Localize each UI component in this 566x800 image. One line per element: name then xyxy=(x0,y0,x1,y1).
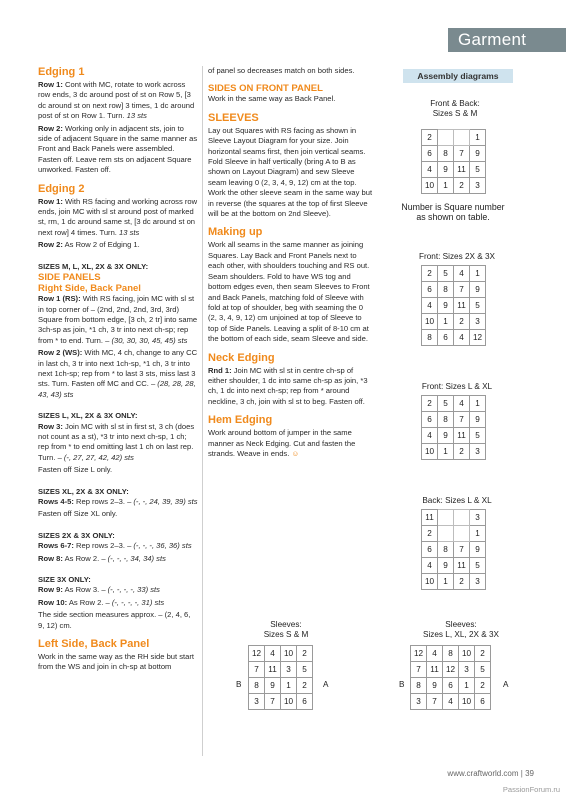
grid-cell: 10 xyxy=(422,178,438,194)
grid-cell: 9 xyxy=(470,282,486,298)
grid-cell: 1 xyxy=(470,396,486,412)
grid-cell: 7 xyxy=(454,282,470,298)
rows67: Rows 6-7: Rep rows 2–3. – (-, -, -, 36, 36) sts xyxy=(38,541,192,551)
grid-row xyxy=(411,662,491,678)
grid-cell xyxy=(454,510,470,526)
grid-cell: 2 xyxy=(454,574,470,590)
grid-cell: 5 xyxy=(470,428,486,444)
grid-cell: 9 xyxy=(265,678,281,694)
front-lxl-grid xyxy=(421,395,486,460)
size-3x-heading: SIZE 3X ONLY: xyxy=(38,575,91,585)
back-lxl-grid xyxy=(421,509,486,590)
grid-cell: 1 xyxy=(438,314,454,330)
grid-row xyxy=(411,694,491,710)
rows45: Rows 4-5: Rep rows 2–3. – (-, -, 24, 39, 39) sts xyxy=(38,497,198,506)
back-lxl-label: Back: Sizes L & XL xyxy=(422,496,492,505)
grid-cell: 3 xyxy=(470,314,486,330)
grid-cell: 4 xyxy=(443,694,459,710)
grid-cell: 6 xyxy=(438,330,454,346)
sizes-xl-heading: SIZES XL, 2X & 3X ONLY: xyxy=(38,486,129,496)
section-tab: Garment xyxy=(448,28,566,52)
grid-cell: 2 xyxy=(422,130,438,146)
grid-cell: 8 xyxy=(249,678,265,694)
grid-cell: 1 xyxy=(470,130,486,146)
right-side-row1: Row 1 (RS): With RS facing, join MC with sl st in top corner of – (2nd, 2nd, 2nd, 3rd, 3rd) Square from bottom edge, [3 ch, 2 tr] into same 3ch-sp as join, *1 ch, 3 tr into next ch-sp; rep from * to end. Turn. – (30, 30, 30, 45, 45) sts xyxy=(38,294,198,345)
grid-cell: 9 xyxy=(438,558,454,574)
grid-cell: 12 xyxy=(470,330,486,346)
sizes-all-heading: SIZES M, L, XL, 2X & 3X ONLY: xyxy=(38,261,149,271)
assembly-diagrams-title: Assembly diagrams xyxy=(403,69,513,83)
grid-cell: 8 xyxy=(438,282,454,298)
grid-row xyxy=(422,574,486,590)
grid-cell: 6 xyxy=(297,694,313,710)
grid-cell: 4 xyxy=(422,298,438,314)
grid-cell: 5 xyxy=(475,662,491,678)
grid-row xyxy=(249,694,313,710)
sleeves-sm-marker-a: A xyxy=(323,680,329,689)
grid-row xyxy=(422,428,486,444)
grid-cell: 8 xyxy=(438,146,454,162)
grid-cell: 4 xyxy=(265,646,281,662)
sizes-l-heading: SIZES L, XL, 2X & 3X ONLY: xyxy=(38,411,138,421)
grid-cell: 9 xyxy=(438,298,454,314)
grid-cell: 8 xyxy=(443,646,459,662)
grid-row xyxy=(422,510,486,526)
edging1-row2: Row 2: Working only in adjacent sts, join to side of adjacent Square in the same manner as Front and Back Panels were assembled. Fasten off. Leave rem sts on adjacent Square unworked. Fasten off. xyxy=(38,123,198,175)
grid-cell: 2 xyxy=(422,526,438,542)
sides-front-heading: SIDES ON FRONT PANEL xyxy=(208,83,323,95)
grid-cell: 11 xyxy=(454,162,470,178)
grid-row xyxy=(422,146,486,162)
right-side-row2: Row 2 (WS): With MC, 4 ch, change to any CC in last ch, 3 tr into next 1ch-sp, *1 ch, 3 tr into next 1ch-sp; rep from * to last 3 sts, miss last 3 sts. Turn. Fasten off MC and CC. – (28, 28, 28, 43, 43) sts xyxy=(38,348,198,399)
grid-row xyxy=(422,542,486,558)
grid-cell: 2 xyxy=(297,678,313,694)
grid-cell: 7 xyxy=(454,542,470,558)
sleeves-sm-label: Sleeves: Sizes S & M xyxy=(263,620,309,639)
grid-cell: 10 xyxy=(459,694,475,710)
edging2-row2: Row 2: As Row 2 of Edging 1. xyxy=(38,240,140,250)
footer-separator: | xyxy=(520,769,523,778)
grid-row xyxy=(249,678,313,694)
grid-cell: 10 xyxy=(422,574,438,590)
grid-cell: 3 xyxy=(281,662,297,678)
grid-cell: 10 xyxy=(281,646,297,662)
grid-cell: 4 xyxy=(422,558,438,574)
grid-cell: 1 xyxy=(438,574,454,590)
grid-row xyxy=(422,178,486,194)
sleeves-l-marker-a: A xyxy=(503,680,509,689)
grid-cell: 12 xyxy=(443,662,459,678)
page-number: 39 xyxy=(525,769,534,778)
right-side-back-heading: Right Side, Back Panel xyxy=(38,283,141,295)
grid-cell: 2 xyxy=(475,646,491,662)
grid-row xyxy=(422,330,486,346)
grid-cell: 1 xyxy=(459,678,475,694)
grid-cell: 1 xyxy=(438,444,454,460)
front-back-sm-label: Front & Back: Sizes S & M xyxy=(430,99,480,118)
grid-cell: 7 xyxy=(249,662,265,678)
grid-cell: 6 xyxy=(422,282,438,298)
grid-cell xyxy=(454,130,470,146)
grid-cell: 5 xyxy=(470,162,486,178)
grid-cell: 9 xyxy=(470,146,486,162)
grid-cell: 5 xyxy=(470,298,486,314)
row8: Row 8: As Row 2. – (-, -, -, 34, 34) sts xyxy=(38,553,166,563)
front-back-sm-grid xyxy=(421,129,486,194)
watermark: PassionForum.ru xyxy=(502,785,560,794)
grid-row xyxy=(422,558,486,574)
making-up-text: Work all seams in the same manner as joining Squares. Lay Back and Front Panels next to each other, with shoulders touching and RS out. Seam shoulders. Fold to have WS tog and bottom edges even, then seam Sleeves to Front and Back Panels, matching fold of Sleeve with fold at top of shoulder, beg with seaming the 0 (2, 3, 4, 9, 12) cm unjoined at top of Sleeve to top of Side Panels. Leaving a split of 8-10 cm at the bottom of each side, seam Sleeve and side. xyxy=(208,240,370,344)
grid-cell: 12 xyxy=(411,646,427,662)
sleeves-l-marker-b: B xyxy=(399,680,405,689)
grid-row xyxy=(422,282,486,298)
grid-cell: 11 xyxy=(427,662,443,678)
grid-cell: 3 xyxy=(470,574,486,590)
grid-row xyxy=(422,298,486,314)
grid-cell: 10 xyxy=(422,314,438,330)
grid-cell xyxy=(438,130,454,146)
sides-front-text: Work in the same way as Back Panel. xyxy=(208,94,336,104)
grid-cell: 4 xyxy=(454,266,470,282)
grid-cell: 12 xyxy=(249,646,265,662)
grid-cell xyxy=(438,526,454,542)
grid-cell: 7 xyxy=(427,694,443,710)
grid-cell: 11 xyxy=(454,558,470,574)
front-lxl-label: Front: Sizes L & XL xyxy=(421,382,493,391)
grid-cell: 5 xyxy=(438,266,454,282)
grid-cell: 7 xyxy=(265,694,281,710)
grid-cell: 3 xyxy=(470,510,486,526)
footer xyxy=(447,769,534,778)
grid-cell: 2 xyxy=(454,178,470,194)
grid-cell: 2 xyxy=(454,314,470,330)
grid-cell: 9 xyxy=(438,428,454,444)
row10-note: The side section measures approx. – (2, 4, 6, 9, 12) cm. xyxy=(38,610,191,630)
grid-row xyxy=(249,646,313,662)
grid-cell: 4 xyxy=(454,396,470,412)
sleeves-sm-grid xyxy=(248,645,313,710)
grid-row xyxy=(249,662,313,678)
grid-cell: 7 xyxy=(454,146,470,162)
sleeves-sm-marker-b: B xyxy=(236,680,242,689)
grid-cell: 4 xyxy=(427,646,443,662)
hem-edging-text: Work around bottom of jumper in the same manner as Neck Edging. Cut and fasten the strands. Weave in ends. ☺ xyxy=(208,428,356,458)
grid-row xyxy=(422,526,486,542)
grid-cell: 3 xyxy=(470,178,486,194)
edging1-heading: Edging 1 xyxy=(38,66,85,78)
grid-cell: 11 xyxy=(454,298,470,314)
grid-cell: 1 xyxy=(281,678,297,694)
front-2x-label: Front: Sizes 2X & 3X xyxy=(419,252,495,261)
grid-cell: 11 xyxy=(454,428,470,444)
grid-cell: 7 xyxy=(454,412,470,428)
grid-cell: 5 xyxy=(438,396,454,412)
grid-cell: 11 xyxy=(422,510,438,526)
edging2-heading: Edging 2 xyxy=(38,182,85,195)
left-side-back-text: Work in the same way as the RH side but start from the WS and join in ch-sp at bottom xyxy=(38,652,195,672)
grid-cell: 9 xyxy=(470,412,486,428)
grid-cell: 3 xyxy=(459,662,475,678)
grid-row xyxy=(411,646,491,662)
row10: Row 10: As Row 2. – (-, -, -, -, 31) sts xyxy=(38,597,165,607)
grid-cell: 8 xyxy=(411,678,427,694)
column-divider xyxy=(202,66,203,756)
column-2 xyxy=(208,66,373,461)
grid-row xyxy=(411,678,491,694)
grid-row xyxy=(422,444,486,460)
grid-cell: 9 xyxy=(427,678,443,694)
grid-cell: 5 xyxy=(297,662,313,678)
grid-cell: 6 xyxy=(475,694,491,710)
row3: Row 3: Join MC with sl st in first st, 3 ch (does not count as a st), *3 tr into next ch-sp, 1 ch; rep from * to end omitting last 1 ch on last rep. Turn. – (-, 27, 27, 42, 42) sts xyxy=(38,421,195,462)
front-2x-grid xyxy=(421,265,486,346)
sizes-2x-heading: SIZES 2X & 3X ONLY: xyxy=(38,530,115,540)
grid-cell: 6 xyxy=(422,146,438,162)
grid-row xyxy=(422,396,486,412)
grid-cell: 9 xyxy=(470,542,486,558)
sleeves-l-grid xyxy=(410,645,491,710)
grid-cell: 10 xyxy=(459,646,475,662)
grid-cell: 2 xyxy=(297,646,313,662)
grid-row xyxy=(422,266,486,282)
grid-cell: 1 xyxy=(438,178,454,194)
footer-site[interactable]: www.craftworld.com xyxy=(447,769,519,778)
row3-note: Fasten off Size L only. xyxy=(38,465,113,475)
grid-cell: 4 xyxy=(422,428,438,444)
column-1 xyxy=(38,66,198,675)
grid-cell xyxy=(454,526,470,542)
neck-edging-heading: Neck Edging xyxy=(208,351,275,364)
neck-edging-rnd1: Rnd 1: Join MC with sl st in centre ch-sp of either shoulder, 1 dc into same ch-sp as join, *3 ch, 1 dc into next ch-sp; rep from * around neckline, 3 ch, join with sl st to beg. Fasten off. xyxy=(208,365,368,406)
sleeves-text: Lay out Squares with RS facing as shown in Sleeve Layout Diagram for your size. Join horizontal seams first, then join vertical seams. Fold Sleeve in half vertically (bring A to B as shown on Layout Diagram) and sew Sleeve seam leaving 0 (2, 3, 4, 9, 12) cm at the top. Work the other sleeve seam in the same way but in reverse (the squares at the top of first Sleeve will be at the bottom on 2nd Sleeve). xyxy=(208,125,373,219)
making-up-heading: Making up xyxy=(208,226,263,239)
continued-text: of panel so decreases match on both sides. xyxy=(208,66,355,75)
grid-cell: 5 xyxy=(470,558,486,574)
grid-cell: 8 xyxy=(438,542,454,558)
grid-row xyxy=(422,130,486,146)
grid-cell: 2 xyxy=(475,678,491,694)
grid-cell: 3 xyxy=(249,694,265,710)
grid-cell: 6 xyxy=(422,542,438,558)
rows45-note: Fasten off Size XL only. xyxy=(38,509,118,519)
grid-cell: 8 xyxy=(422,330,438,346)
grid-cell: 2 xyxy=(422,266,438,282)
grid-cell: 9 xyxy=(438,162,454,178)
grid-cell: 1 xyxy=(470,266,486,282)
grid-cell: 11 xyxy=(265,662,281,678)
sleeves-heading: SLEEVES xyxy=(208,111,259,124)
grid-row xyxy=(422,314,486,330)
grid-cell: 1 xyxy=(470,526,486,542)
number-note: Number is Square number as shown on table. xyxy=(401,202,505,222)
grid-cell: 2 xyxy=(422,396,438,412)
grid-cell: 8 xyxy=(438,412,454,428)
edging1-row1: Row 1: Cont with MC, rotate to work across row ends, 3 dc around post of st on Row 5, [3 dc around st on next row] 3 times, 1 dc around post of st on Row 1. Turn. 13 sts xyxy=(38,80,195,121)
grid-cell: 2 xyxy=(454,444,470,460)
grid-cell xyxy=(438,510,454,526)
grid-cell: 6 xyxy=(422,412,438,428)
grid-row xyxy=(422,412,486,428)
grid-cell: 4 xyxy=(454,330,470,346)
grid-cell: 3 xyxy=(470,444,486,460)
row9: Row 9: As Row 3. – (-, -, -, -, 33) sts xyxy=(38,585,160,595)
grid-cell: 10 xyxy=(281,694,297,710)
edging2-row1: Row 1: With RS facing and working across row ends, join MC with sl st around post of marked st, rm, 1 dc around same st, [3 dc around st on next row] 4 times. Turn. 13 sts xyxy=(38,196,198,237)
grid-cell: 7 xyxy=(411,662,427,678)
sleeves-l-label: Sleeves: Sizes L, XL, 2X & 3X xyxy=(422,620,499,639)
grid-cell: 10 xyxy=(422,444,438,460)
grid-row xyxy=(422,162,486,178)
grid-cell: 4 xyxy=(422,162,438,178)
grid-cell: 3 xyxy=(411,694,427,710)
grid-cell: 6 xyxy=(443,678,459,694)
hem-edging-heading: Hem Edging xyxy=(208,414,273,427)
side-panels-heading: SIDE PANELS xyxy=(38,272,101,284)
smiley-icon: ☺ xyxy=(291,448,300,458)
left-side-back-heading: Left Side, Back Panel xyxy=(38,638,150,651)
